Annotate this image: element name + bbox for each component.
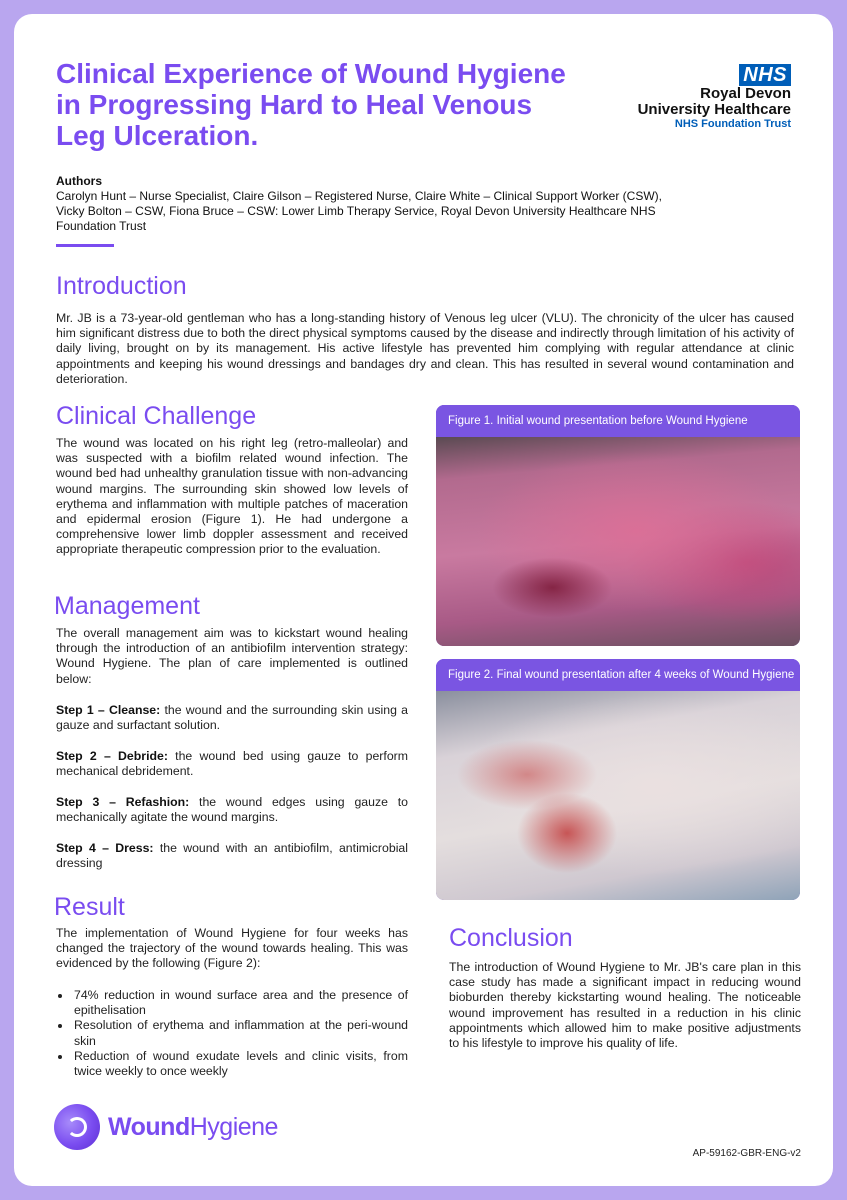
step-2-label: Step 2 – Debride: <box>56 749 168 763</box>
step-1-label: Step 1 – Cleanse: <box>56 703 161 717</box>
org-name-line3: NHS Foundation Trust <box>674 118 791 130</box>
step-1-text: the wound and the surrounding skin using a gauze and surfactant solution. <box>56 703 408 733</box>
authors-text: Carolyn Hunt – Nurse Specialist, Claire Gilson – Registered Nurse, Claire White – Clinical Support Worker (CSW), Vicky Bolton – CSW, Fiona Bruce – CSW: Lower Limb Therapy Service, Royal Devon University Healthcare NHS Foundation Trust <box>56 189 662 233</box>
step-2 <box>56 749 408 779</box>
management-text: The overall management aim was to kickstart wound healing through the introduction of an antibiofilm intervention strategy: Wound Hygiene. The plan of care implemented is outlined below: <box>56 626 408 686</box>
figure-1 <box>436 405 800 646</box>
wound-hygiene-logo-text: WoundHygiene <box>108 1113 278 1141</box>
figure-1-image <box>436 437 800 646</box>
org-name-line2: University Healthcare <box>637 101 791 118</box>
figure-1-caption: Figure 1. Initial wound presentation before Wound Hygiene <box>436 405 800 437</box>
conclusion-text: The introduction of Wound Hygiene to Mr. JB's care plan in this case study has made a significant impact in reducing wound bioburden thereby kickstarting wound healing. The noticeable wound improvement has resulted in a reduction in his clinic appointments which allowed him to make positive adjustments to his lifestyle to improve his quality of life. <box>449 960 801 1051</box>
nhs-logo <box>571 64 791 131</box>
result-bullet-3: • Reduction of wound exudate levels and clinic visits, from twice weekly to once weekly <box>72 1049 408 1079</box>
step-4 <box>56 841 408 871</box>
clinical-challenge-heading: Clinical Challenge <box>56 402 257 430</box>
result-bullet-1: • 74% reduction in wound surface area and the presence of epithelisation <box>72 988 408 1018</box>
authors-heading: Authors <box>56 174 102 188</box>
poster-title: Clinical Experience of Wound Hygiene in Progressing Hard to Heal Venous Leg Ulceration. <box>56 58 566 151</box>
step-3 <box>56 795 408 825</box>
result-heading: Result <box>54 893 125 921</box>
step-1 <box>56 703 408 733</box>
result-bullets <box>56 988 408 1079</box>
org-name-line1: Royal Devon <box>700 85 791 102</box>
poster <box>14 14 833 1186</box>
title-divider <box>56 244 114 247</box>
figure-2-caption: Figure 2. Final wound presentation after 4 weeks of Wound Hygiene <box>436 659 800 691</box>
step-3-text: the wound edges using gauze to mechanically agitate the wound margins. <box>56 795 408 825</box>
management-heading: Management <box>54 592 200 620</box>
introduction-text: Mr. JB is a 73-year-old gentleman who has a long-standing history of Venous leg ulcer (VLU). The chronicity of the ulcer has caused him significant distress due to both the direct physical symptoms caused by the disease and indirectly through limitation of his activity of daily living, brought on by its management. His active lifestyle has prevented him complying with regular attendance at clinic appointments and keeping his wound dressings and bandages dry and clean. This has resulted in several wound contamination and deterioration. <box>56 311 794 386</box>
conclusion-heading: Conclusion <box>449 924 573 952</box>
clinical-challenge-text: The wound was located on his right leg (retro-malleolar) and was suspected with a biofilm related wound infection. The wound bed had unhealthy granulation tissue with non-advancing wound margins. The surrounding skin showed low levels of erythema and inflammation with multiple patches of maceration and epidermal erosion (Figure 1). He had undergone a comprehensive lower limb doppler assessment and received appropriate therapeutic compression prior to the evaluation. <box>56 436 408 557</box>
wound-hygiene-logo-icon <box>54 1104 100 1150</box>
step-4-text: the wound with an antibiofilm, antimicrobial dressing <box>56 841 408 871</box>
step-2-text: the wound bed using gauze to perform mechanical debridement. <box>56 749 408 779</box>
introduction-heading: Introduction <box>56 272 187 300</box>
result-bullet-2: • Resolution of erythema and inflammation at the peri-wound skin <box>72 1018 408 1048</box>
step-3-label: Step 3 – Refashion: <box>56 795 190 809</box>
document-code: AP-59162-GBR-ENG-v2 <box>692 1148 801 1159</box>
result-text: The implementation of Wound Hygiene for four weeks has changed the trajectory of the wound towards healing. This was evidenced by the following (Figure 2): <box>56 926 408 971</box>
nhs-badge: NHS <box>739 64 791 86</box>
figure-2-image <box>436 691 800 900</box>
step-4-label: Step 4 – Dress: <box>56 841 154 855</box>
figure-2 <box>436 659 800 900</box>
